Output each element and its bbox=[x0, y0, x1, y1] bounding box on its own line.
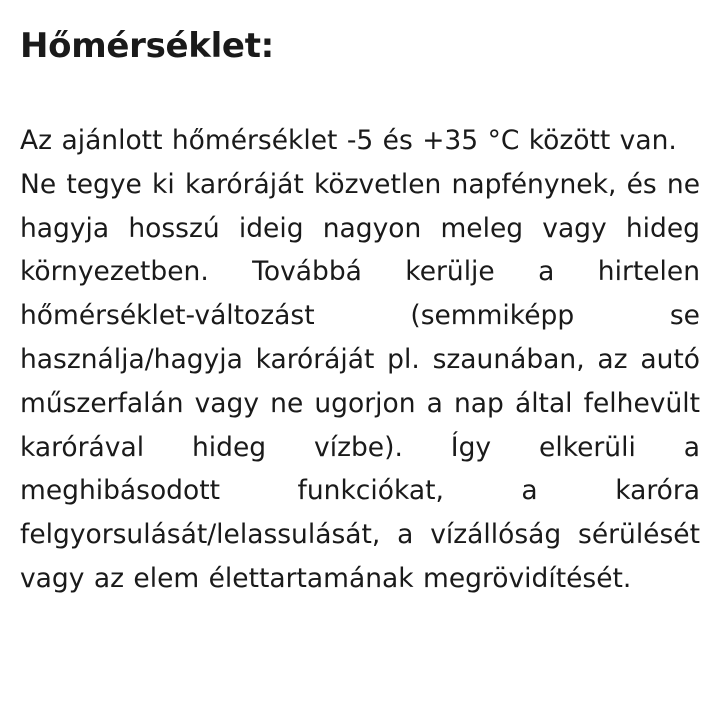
paragraph-temperature-warnings: Ne tegye ki karóráját közvetlen napfénynek, és ne hagyja hosszú ideig nagyon meleg vagy hideg környezetben. Továbbá kerülje a hirtelen hőmérséklet-változást (semmiképp se használja/hagyja karóráját pl. szaunában, az autó műszerfalán vagy ne ugorjon a nap által felhevült karórával hideg vízbe). Így elkerüli a meghibásodott funkciókat, a karóra felgyorsulását/lelassulását, a vízállóság sérülését vagy az elem élettartamának megrövidítését. bbox=[20, 168, 700, 594]
body-text bbox=[20, 119, 700, 601]
section-title: Hőmérséklet: bbox=[20, 26, 274, 66]
paragraph-recommended-temperature: Az ajánlott hőmérséklet -5 és +35 °C között van. bbox=[20, 125, 677, 156]
document-page bbox=[20, 0, 700, 601]
